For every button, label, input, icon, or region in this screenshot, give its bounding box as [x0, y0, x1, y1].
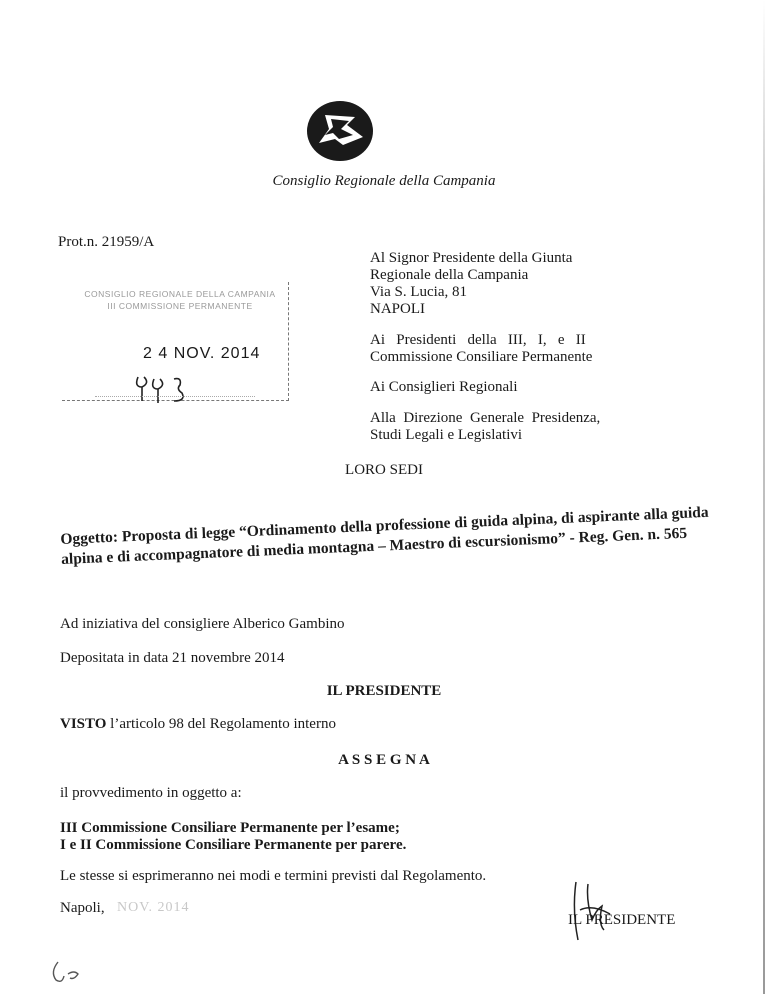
recipient-line: NAPOLI — [370, 301, 425, 317]
stamp-date: 2 4 NOV. 2014 — [143, 345, 261, 362]
signature-title: IL PRESIDENTE — [568, 912, 676, 928]
faint-date-stamp: NOV. 2014 — [117, 900, 190, 915]
visto-text: l’articolo 98 del Regolamento interno — [106, 716, 336, 732]
recipient-line: Ai Consiglieri Regionali — [370, 379, 518, 395]
place-label: Napoli, — [60, 900, 105, 916]
recipient-line: Regionale della Campania — [370, 267, 529, 283]
protocol-number: Prot.n. 21959/A — [58, 234, 155, 250]
recipient-line: Via S. Lucia, 81 — [370, 284, 467, 300]
presidente-heading: IL PRESIDENTE — [326, 683, 442, 699]
oggetto-subject: Oggetto: Proposta di legge “Ordinamento della professione di guida alpina, di aspirante alla guida alpina e di accompagnatore di media montagna – Maestro di escursionismo” - Reg. Gen. n. 565 — [60, 503, 709, 568]
recipient-line: Al Signor Presidente della Giunta — [370, 250, 573, 266]
assignment-line: I e II Commissione Consiliare Permanente per parere. — [60, 837, 407, 853]
recipient-line: Alla Direzione Generale Presidenza, — [370, 410, 601, 426]
handwritten-initials — [48, 958, 90, 990]
stamp-header — [74, 288, 286, 312]
stamp-handwritten-mark — [130, 371, 210, 405]
campania-seal-logo — [305, 95, 375, 165]
depositata-line: Depositata in data 21 novembre 2014 — [60, 650, 285, 666]
scan-edge-line — [763, 0, 765, 994]
esprimeranno-line: Le stesse si esprimeranno nei modi e termini previsti dal Regolamento. — [60, 868, 487, 884]
recipient-line: Studi Legali e Legislativi — [370, 427, 523, 443]
stamp-divider — [95, 396, 255, 397]
visto-line — [60, 716, 336, 733]
stamp-header-line: CONSIGLIO REGIONALE DELLA CAMPANIA — [84, 289, 276, 299]
loro-sedi: LORO SEDI — [345, 462, 423, 478]
assignment-line: III Commissione Consiliare Permanente per l’esame; — [60, 820, 400, 836]
organization-name: Consiglio Regionale della Campania — [272, 173, 496, 189]
recipient-line: Commissione Consiliare Permanente — [370, 349, 593, 365]
visto-label: VISTO — [60, 716, 107, 732]
recipient-line: Ai Presidenti della III, I, e II — [370, 332, 586, 348]
iniziativa-line: Ad iniziativa del consigliere Alberico Gambino — [60, 616, 345, 632]
assegna-heading: A S S E G N A — [338, 752, 430, 768]
provvedimento-line: il provvedimento in oggetto a: — [60, 785, 242, 801]
stamp-header-line: III COMMISSIONE PERMANENTE — [107, 301, 253, 311]
